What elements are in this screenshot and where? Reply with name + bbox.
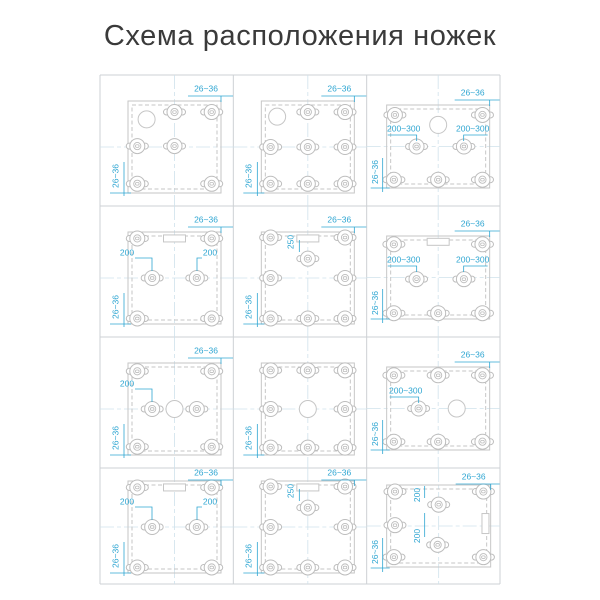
drain-slot-icon (427, 238, 449, 245)
foot-icon (126, 364, 148, 379)
dimension-label: 26~36 (243, 544, 254, 568)
dimension-label: 26~36 (327, 214, 352, 225)
dimension-line (135, 507, 152, 520)
dimension-label: 26~36 (243, 295, 254, 319)
dimension-label: 200~300 (387, 123, 421, 134)
tray-cell (100, 75, 233, 206)
dimension-label: 250 (285, 483, 296, 499)
foot-icon (126, 231, 148, 246)
foot-icon (186, 402, 208, 417)
foot-icon (427, 172, 449, 187)
foot-icon (453, 272, 475, 287)
foot-icon (334, 440, 356, 455)
dimension-label: 200 (119, 378, 135, 389)
foot-icon (428, 497, 450, 512)
dimension-label: 26~36 (369, 540, 380, 564)
foot-icon (427, 434, 449, 449)
foot-icon (141, 402, 163, 417)
dimension-line (135, 389, 152, 402)
foot-icon (126, 139, 148, 154)
dimension-label: 200 (202, 496, 218, 507)
foot-icon (141, 271, 163, 286)
foot-icon (406, 272, 428, 287)
dimension-label: 200~300 (456, 123, 490, 134)
foot-icon (427, 537, 449, 552)
foot-icon (297, 251, 319, 266)
foot-icon (334, 520, 356, 535)
foot-icon (334, 105, 356, 120)
foot-icon (334, 271, 356, 286)
tray-cell (100, 206, 233, 337)
drain-slot-icon (164, 235, 186, 242)
tray-cell (367, 75, 500, 206)
dimension-label: 26~36 (243, 164, 254, 188)
dimension-label: 200 (119, 247, 135, 258)
dimension-label: 200~300 (456, 254, 490, 265)
dimension-label: 26~36 (110, 544, 121, 568)
foot-icon (260, 271, 282, 286)
tray-cell (100, 467, 233, 584)
foot-icon (260, 402, 282, 417)
foot-icon (186, 520, 208, 535)
foot-icon (384, 107, 406, 122)
dimension-label: 200 (411, 487, 422, 503)
dimension-line (388, 266, 417, 272)
dimension-label: 26~36 (369, 160, 380, 184)
dimension-label: 26~36 (327, 467, 352, 478)
foot-icon (408, 401, 430, 416)
tray-cell (367, 468, 500, 584)
dimension-label: 26~36 (110, 426, 121, 450)
dimension-label: 26~36 (461, 471, 486, 482)
drain-slot-side-icon (482, 514, 489, 534)
drain-slot-icon (164, 484, 186, 491)
dimension-label: 26~36 (369, 422, 380, 446)
tray-cell (367, 206, 500, 337)
dimension-label: 250 (285, 234, 296, 250)
drain-hole-icon (430, 116, 447, 133)
dimension-label: 26~36 (327, 83, 352, 94)
foot-icon (453, 139, 475, 154)
tray-cell (367, 337, 500, 468)
foot-icon (260, 440, 282, 455)
dimension-label: 200~300 (389, 385, 423, 396)
foot-icon (186, 271, 208, 286)
foot-icon (297, 140, 319, 155)
drain-hole-icon (138, 111, 155, 128)
foot-icon (126, 480, 148, 495)
tray-cell (233, 467, 366, 584)
foot-icon (334, 140, 356, 155)
page-title: Схема расположения ножек (103, 20, 497, 52)
foot-icon (427, 368, 449, 383)
dimension-line (464, 266, 488, 272)
dimension-label: 26~36 (194, 345, 218, 356)
dimension-label: 200 (119, 496, 135, 507)
drain-slot-icon (297, 235, 319, 242)
dimension-label: 26~36 (460, 87, 485, 98)
drain-slot-icon (297, 484, 319, 491)
foot-icon (201, 105, 223, 120)
foot-icon (201, 439, 223, 454)
dimension-label: 26~36 (460, 218, 485, 229)
foot-icon (297, 363, 319, 378)
foot-icon (297, 440, 319, 455)
foot-icon (406, 139, 428, 154)
dimension-line (197, 507, 202, 520)
foot-icon (334, 363, 356, 378)
dimension-label: 200 (411, 528, 422, 544)
tray-cell (233, 206, 366, 337)
foot-icon (164, 139, 186, 154)
tray-cell (100, 337, 233, 468)
foot-icon (384, 484, 406, 499)
foot-icon (164, 105, 186, 120)
foot-icon (201, 231, 223, 246)
drain-hole-icon (299, 401, 316, 418)
drain-hole-icon (166, 401, 183, 418)
foot-icon (384, 518, 406, 533)
foot-icon (201, 364, 223, 379)
drain-hole-icon (448, 400, 465, 417)
foot-icon (260, 520, 282, 535)
foot-icon (260, 140, 282, 155)
tray-cell (233, 337, 366, 468)
dimension-label: 26~36 (194, 83, 218, 94)
dimension-label: 26~36 (110, 295, 121, 319)
dimension-label: 200 (202, 247, 218, 258)
dimension-line (135, 258, 152, 271)
tray-cell (233, 75, 366, 206)
foot-icon (201, 480, 223, 495)
foot-icon (427, 306, 449, 321)
foot-icon (334, 402, 356, 417)
dimension-line (197, 258, 202, 271)
foot-icon (297, 105, 319, 120)
dimension-label: 26~36 (243, 426, 254, 450)
foot-icon (260, 363, 282, 378)
foot-icon (297, 500, 319, 515)
dimension-label: 26~36 (460, 349, 485, 360)
dimension-label: 26~36 (110, 164, 121, 188)
dimension-label: 200~300 (387, 254, 421, 265)
dimension-label: 26~36 (194, 467, 218, 478)
drain-hole-icon (269, 108, 286, 125)
dimension-label: 26~36 (369, 291, 380, 315)
foot-icon (126, 439, 148, 454)
dimension-label: 26~36 (194, 214, 218, 225)
foot-icon (141, 520, 163, 535)
